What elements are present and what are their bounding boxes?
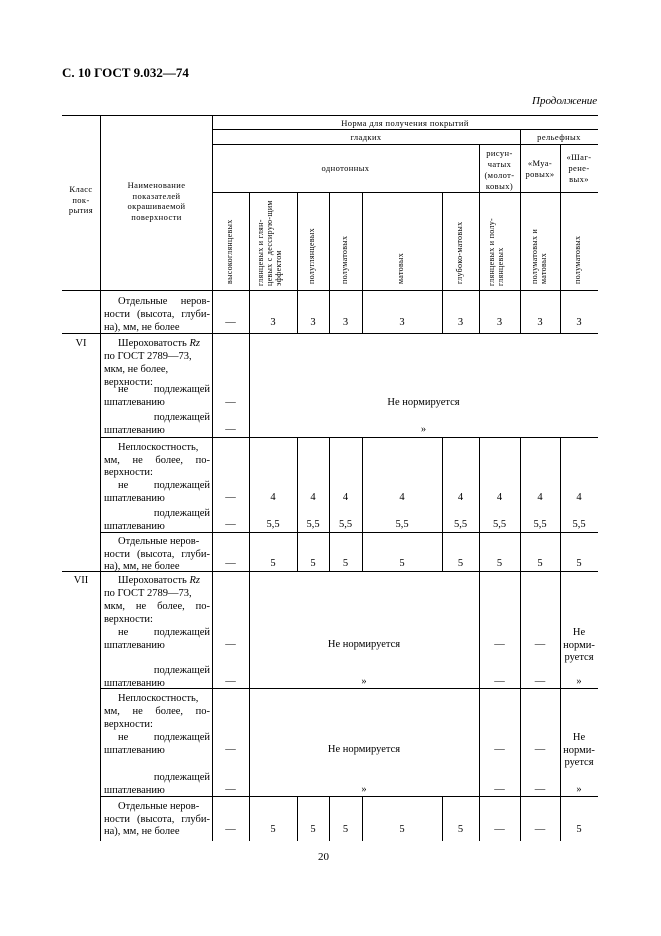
cell: 3 bbox=[576, 317, 582, 328]
cell: 5,5 bbox=[533, 519, 547, 530]
row-label: шпатлеванию bbox=[104, 745, 165, 756]
cell: 5 bbox=[310, 824, 316, 835]
cell: — bbox=[494, 676, 505, 687]
subcol-high-gloss: высокоглянцевых bbox=[225, 219, 234, 284]
cell: — bbox=[534, 824, 546, 835]
cell: — bbox=[225, 519, 236, 530]
cell: 5,5 bbox=[572, 519, 586, 530]
smooth-header: гладких bbox=[350, 132, 382, 142]
page-number: 20 bbox=[318, 851, 329, 863]
cell: 5 bbox=[342, 824, 349, 835]
patterned-header: рисун- чатых (молот- ковых) bbox=[484, 148, 515, 192]
cell: — bbox=[225, 424, 236, 435]
cell: 5 bbox=[576, 824, 582, 835]
cell: — bbox=[225, 397, 236, 408]
cell: 5 bbox=[342, 558, 349, 569]
cell: — bbox=[225, 824, 236, 835]
row-label: шпатлеванию bbox=[104, 678, 165, 689]
cell-not-normed-short: Не норми- руется bbox=[563, 627, 595, 664]
moire-header: «Муа- ровых» bbox=[525, 158, 555, 180]
cell: — bbox=[225, 639, 236, 650]
cell: 5,5 bbox=[492, 519, 507, 530]
cell: 4 bbox=[457, 492, 464, 503]
row-label: на), мм, не более bbox=[104, 826, 180, 837]
cell: 5,5 bbox=[306, 519, 320, 530]
cell-ditto: » bbox=[576, 676, 582, 687]
cell: — bbox=[225, 744, 236, 755]
cell: 5,5 bbox=[395, 519, 409, 530]
relief-header: рельефных bbox=[537, 132, 581, 142]
cell: 5 bbox=[310, 558, 316, 569]
cell: 4 bbox=[537, 492, 543, 503]
cell: 4 bbox=[270, 492, 276, 503]
cell: 4 bbox=[496, 492, 503, 503]
cell: 5 bbox=[496, 558, 503, 569]
subcol-deep-matte: глубоко-матовых bbox=[455, 221, 464, 284]
cell: 4 bbox=[399, 492, 405, 503]
row-label: мм, не более, по- bbox=[104, 706, 210, 717]
row-label: подлежащей bbox=[153, 412, 210, 423]
cell: 3 bbox=[399, 317, 405, 328]
cell: 3 bbox=[496, 317, 503, 328]
cell-ditto: » bbox=[420, 424, 427, 435]
cell: 5 bbox=[537, 558, 543, 569]
cell: 5 bbox=[576, 558, 582, 569]
row-label: не подлежащей bbox=[118, 480, 210, 491]
row-label: шпатлеванию bbox=[104, 425, 165, 436]
norm-header: Норма для получения покрытий bbox=[341, 118, 469, 128]
subcol-patterned-gloss: глянцевых и полу-глянцевых bbox=[487, 217, 505, 286]
cell-not-normed: Не нормируется bbox=[387, 397, 460, 408]
subcol-shagren: полуматовых bbox=[573, 235, 582, 284]
cell: 5 bbox=[457, 824, 464, 835]
row-label: не подлежащей bbox=[118, 384, 210, 395]
col-class-header: Класс пок- рытия bbox=[68, 184, 94, 216]
cell: — bbox=[494, 824, 505, 835]
cell: 3 bbox=[270, 317, 276, 328]
row-label: шпатлеванию bbox=[104, 640, 165, 651]
col-name-header: Наименование показателей окрашиваемой поверхности bbox=[127, 180, 186, 222]
cell: — bbox=[225, 558, 236, 569]
cell: 5 bbox=[270, 558, 276, 569]
row-label: не подлежащей bbox=[118, 732, 210, 743]
row-label: подлежащей bbox=[153, 665, 210, 676]
row-label: подлежащей bbox=[153, 772, 210, 783]
cell: 5,5 bbox=[266, 519, 280, 530]
row-label: шпатлеванию bbox=[104, 521, 165, 532]
row-label: мкм, не более, bbox=[104, 364, 169, 375]
subcol-moire: полуматовых и матовых bbox=[530, 228, 548, 284]
cell: — bbox=[534, 744, 546, 755]
row-label: ности (высота, глуби- bbox=[104, 549, 210, 560]
row-label: мкм, не более, по- bbox=[104, 601, 210, 612]
row-label: шпатлеванию bbox=[104, 493, 165, 504]
row-label: Отдельные неров- bbox=[118, 296, 210, 307]
continuation-label: Продолжение bbox=[532, 95, 598, 107]
cell: 5 bbox=[399, 824, 405, 835]
row-label: ности (высота, глуби- bbox=[104, 309, 210, 320]
cell: 5,5 bbox=[453, 519, 468, 530]
row-label: верхности: bbox=[104, 377, 153, 388]
class-vi: VI bbox=[75, 338, 87, 349]
row-label: Неплоскостность, bbox=[118, 693, 199, 704]
cell: — bbox=[534, 676, 546, 687]
cell-ditto: » bbox=[361, 676, 367, 687]
row-label: верхности: bbox=[104, 719, 153, 730]
row-label: подлежащей bbox=[153, 508, 210, 519]
cell: — bbox=[494, 744, 505, 755]
cell: 4 bbox=[342, 492, 349, 503]
shagren-header: «Шаг- рене- вых» bbox=[566, 152, 592, 185]
subcol-semi-gloss: полуглянцевых bbox=[307, 228, 316, 284]
mono-header: однотонных bbox=[321, 163, 370, 173]
cell-not-normed: Не нормируется bbox=[327, 744, 401, 755]
cell: — bbox=[225, 492, 236, 503]
subcol-semi-matte: полуматовых bbox=[340, 235, 349, 284]
row-label: по ГОСТ 2789—73, bbox=[104, 588, 192, 599]
row-label: верхности: bbox=[104, 467, 153, 478]
page-header: С. 10 ГОСТ 9.032—74 bbox=[62, 65, 189, 80]
row-label: Отдельные неров- bbox=[118, 801, 200, 812]
subcol-matte: матовых bbox=[396, 253, 405, 284]
subcol-gloss: глянцевых и глян-цевых с дессирую-щим эффектом bbox=[256, 200, 283, 286]
cell: 4 bbox=[310, 492, 316, 503]
row-label: по ГОСТ 2789—73, bbox=[104, 351, 192, 362]
cell: 5,5 bbox=[338, 519, 353, 530]
row-label: Отдельные неров- bbox=[118, 536, 200, 547]
cell-not-normed: Не нормируется bbox=[327, 639, 401, 650]
row-label: не подлежащей bbox=[118, 627, 210, 638]
row-label: на), мм, не более bbox=[104, 322, 180, 333]
cell: 3 bbox=[310, 317, 316, 328]
cell: 5 bbox=[270, 824, 276, 835]
cell: 5 bbox=[399, 558, 405, 569]
cell: — bbox=[534, 784, 546, 795]
cell: — bbox=[534, 639, 546, 650]
cell: — bbox=[494, 784, 505, 795]
row-label: Шероховатость Rz bbox=[118, 575, 200, 586]
cell: — bbox=[494, 639, 505, 650]
cell-not-normed-short: Не норми- руется bbox=[563, 732, 595, 769]
row-label: Неплоскостность, bbox=[118, 442, 199, 453]
cell-ditto: » bbox=[361, 784, 367, 795]
cell: — bbox=[225, 317, 236, 328]
cell: 3 bbox=[537, 317, 543, 328]
cell: 5 bbox=[457, 558, 464, 569]
row-label: Шероховатость Rz bbox=[118, 338, 200, 349]
row-label: верхности: bbox=[104, 614, 153, 625]
cell-ditto: » bbox=[576, 784, 582, 795]
cell: — bbox=[225, 784, 236, 795]
cell: 4 bbox=[576, 492, 582, 503]
cell: — bbox=[225, 676, 236, 687]
row-label: шпатлеванию bbox=[104, 785, 165, 796]
class-vii: VII bbox=[73, 575, 89, 586]
row-label: шпатлеванию bbox=[104, 397, 165, 408]
row-label: ности (высота, глуби- bbox=[104, 814, 210, 825]
cell: 3 bbox=[457, 317, 464, 328]
cell: 3 bbox=[342, 317, 349, 328]
row-label: мм, не более, по- bbox=[104, 455, 210, 466]
row-label: на), мм, не более bbox=[104, 561, 180, 572]
